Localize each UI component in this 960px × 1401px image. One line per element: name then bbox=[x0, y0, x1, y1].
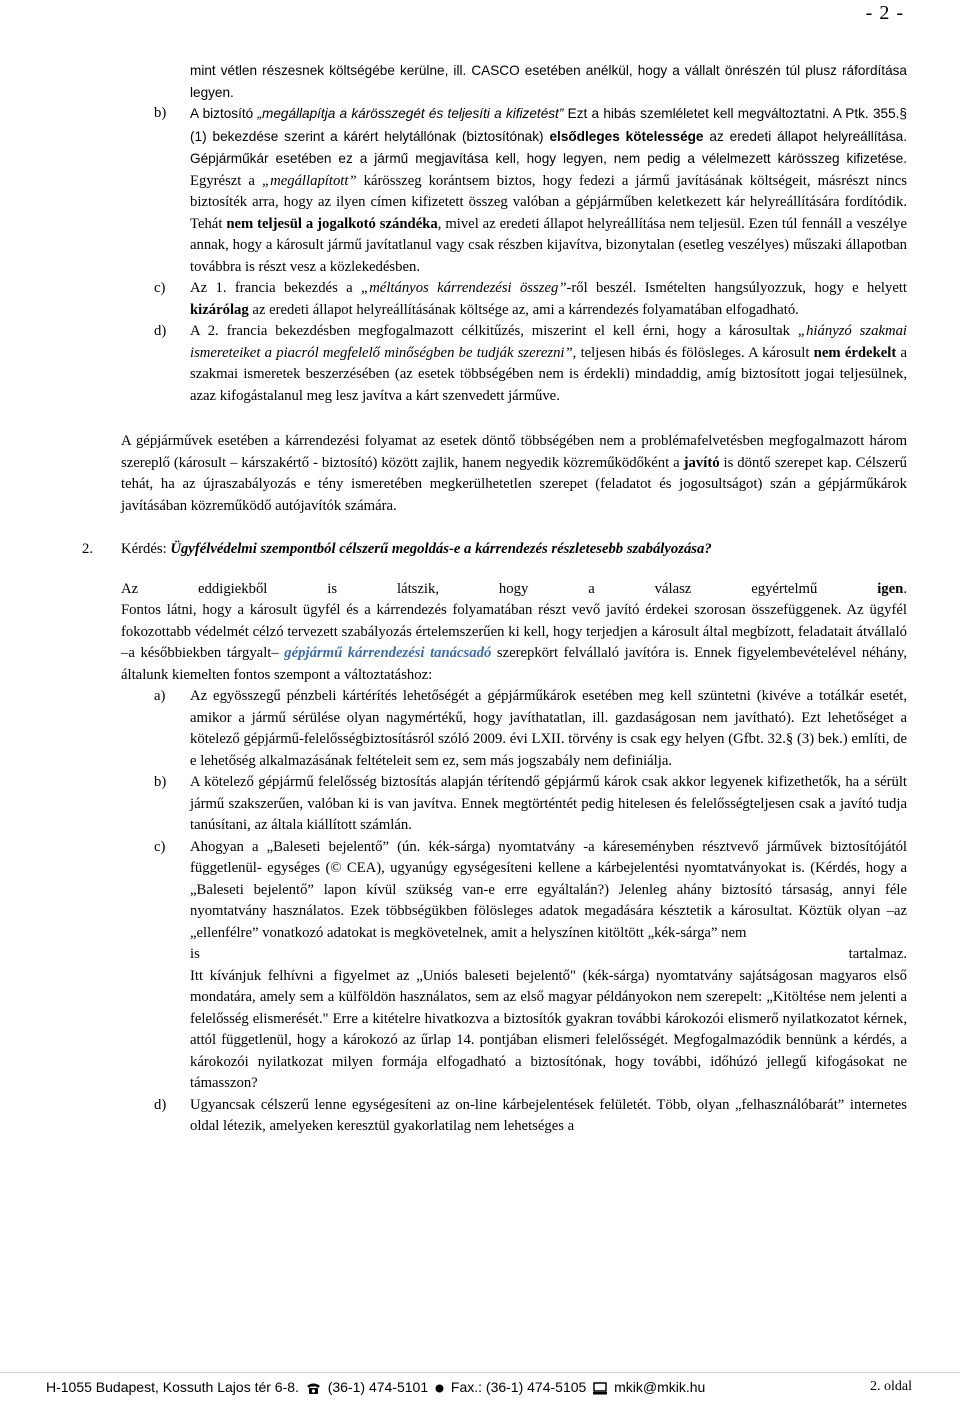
highlight-term: gépjármű kárrendezési tanácsadó bbox=[284, 645, 492, 661]
list-item-b bbox=[121, 103, 907, 278]
list-item-text: Ugyancsak célszerű lenne egységesíteni az on-line kárbejelentések felületét. Több, olyan „felhasználóbarát” internetes oldal létezik, amelyeken keresztül gyakorlatilag nem lehetséges a bbox=[190, 1096, 907, 1134]
footer-phone: (36-1) 474-5101 bbox=[327, 1379, 429, 1395]
list-item-text: A kötelező gépjármű felelősség biztosítás alapján térítendő gépjármű károk csak akkor legyenek kifizethetők, ha a sérült jármű szakszerűen, valóban ki is van javítva. Ennek megtörténtét pedig hitelesen és felelősségteljesen csak a javító tudja tanúsítani, az általa kiállított számlán. bbox=[190, 774, 907, 833]
list-item-text: A biztosító „megállapítja a kárösszegét és teljesíti a kifizetést” Ezt a hibás szemléletet kell megváltoztatni. A Ptk. 355.§ (1) bekezdése szerint a kárért helytállónak (biztosítónak) elsődleges kötelessége az eredeti állapot helyreállítása. Gépjárműkár esetében ez a jármű megjavítása kell, hogy legyen, nem pedig a vélelmezett kárösszeg kifizetése. Egyrészt a „megállapított” kárösszeg korántsem biztos, hogy fedezi a jármű javításának költségeit, másrészt nincs biztosíték arra, hogy az ilyen címen kifizetett összeg valóban a gépjárműben keletkezett kár helyreállítására fordítódik. Tehát nem teljesül a jogalkotó szándéka, mivel az eredeti állapot helyreállítása nem teljesül. Ezen túl fennáll a veszélye annak, hogy a károsult jármű javítatlanul vagy csak részben kijavítva, bizonytalan (esetleg veszélyes) műszaki állapotban továbbra is részt vesz a közlekedésben. bbox=[190, 106, 907, 275]
continuation-paragraph: mint vétlen részesnek költségébe kerülne, ill. CASCO esetében anélkül, hogy a vállalt önrészén túl plusz ráfordítása legyen. bbox=[190, 63, 907, 100]
computer-icon bbox=[593, 1382, 607, 1395]
list-item-text: Az 1. francia bekezdés a „méltányos kárrendezési összeg”-ről beszél. Ismételten hangsúlyozzuk, hogy e helyett kizárólag az eredeti állapot helyreállításának költsége az, ami a kárrendezés folyamatában elfogadható. bbox=[190, 280, 908, 318]
question-number: 2. bbox=[82, 541, 94, 557]
list-item-c bbox=[121, 278, 907, 321]
list-marker: d) bbox=[154, 1096, 167, 1113]
list-item-text: Az egyösszegű pénzbeli kártérítés lehetőségét a gépjárműkárok esetében meg kell szüntetni (kivéve a totálkár esetét, amikor a jármű sérülése olyan nagymértékű, hogy javíthatatlan, ill. gazdaságosan nem javítható). Ezt lehetőséget a kötelező gépjármű-felelősségbiztosításról szóló 2009. évi LXII. törvény is csak egy helyen (Gfbt. 32.§ (3) bek.) említi, de e lehetőség alkalmazásának feltételeit sem ez, sem más jogszabály nem definiálja. bbox=[190, 688, 907, 769]
phone-icon bbox=[306, 1382, 321, 1395]
list-marker: a) bbox=[154, 688, 166, 704]
list-marker: b) bbox=[154, 105, 167, 121]
list-item-d bbox=[121, 321, 907, 407]
answer-item-a bbox=[121, 686, 907, 772]
answer-item-c bbox=[121, 837, 907, 1095]
list-marker: d) bbox=[154, 323, 167, 339]
answer-item-b bbox=[121, 772, 907, 837]
list-marker: c) bbox=[154, 838, 166, 855]
page-footer bbox=[0, 1372, 960, 1401]
page-number: - 2 - bbox=[865, 2, 904, 24]
footer-email[interactable]: mkik@mkik.hu bbox=[614, 1379, 706, 1395]
answer-paragraph: Az eddigiekből is látszik, hogy a válasz egyértelmű igen. Fontos látni, hogy a károsult ügyfél és a kárrendezés folyamatában részt vevő javító érdekei szorosan összefüggenek. Az ügyfél fokozottabb védelmét célzó tervezett szabályozás értelemszerűen ki kell, hogy terjedjen a károsult által megbízott, feladatait átvállaló –a későbbiekben tárgyalt– gépjármű kárrendezési tanácsadó szerepkört felvállaló javítóra is. Ennek figyelembevételével néhány, általunk kiemelten fontos szempont a változtatáshoz: bbox=[121, 580, 908, 683]
footer-page-label: 2. oldal bbox=[870, 1379, 912, 1394]
answer-item-d bbox=[121, 1095, 907, 1138]
document-body bbox=[82, 60, 908, 1138]
list-item-text: Ahogyan a „Baleseti bejelentő” (ún. kék-sárga) nyomtatvány -a káreseményben résztvevő járművek biztosítójától függetlenül- egységes (© CEA), ugyanúgy egységesíteni kellene a kárbejelentési nyomtatványokat is. (Kérdés, hogy a „Baleseti bejelentő” lapon kívül szükség van-e erre egyáltalán?) Jelenleg ahány biztosító társaság, annyi féle nyomtatvány használatos. Ezek többségükben fölösleges adatok megadására késztetik a károsultat. Köztük olyan –az „ellenfélre” vonatkozó adatokat is megkövetelnek, amit a helyszínen kitöltött „kék-sárga” nem is tartalmaz. Itt kívánjuk felhívni a figyelmet az „Uniós baleseti bejelentő" (kék-sárga) nyomtatvány sajátságosan magyaros első mondatára, amely sem a külföldön használatos, sem az első magyar példányokon nem szerepelt: „Kitöltése nem jelenti a felelősség elismerését." Erre a kitételre hivatkozva a biztosítók gyakran további károkozói elismerő nyilatkozatot kérnek, attól függetlenül, hogy a károkozó az űrlap 14. pontjában elismeri felelősségét. Megfogalmazódik bennünk a kérdés, a károkozói nyilatkozat milyen formája elfogadható a biztosítónak, hogy további, időhúzó jellegű kifogásokat ne támasszon? bbox=[190, 838, 907, 1091]
list-marker: b) bbox=[154, 774, 167, 790]
footer-contact bbox=[46, 1373, 705, 1401]
list-marker: c) bbox=[154, 280, 166, 296]
footer-fax: Fax.: (36-1) 474-5105 bbox=[450, 1379, 587, 1395]
main-paragraph: A gépjárművek esetében a kárrendezési folyamat az esetek döntő többségében nem a problémafelvetésben megfogalmazott három szereplő (károsult – kárszakértő - biztosító) között zajlik, hanem negyedik közreműködőként a javító is döntő szerepet kap. Célszerű tehát, ha az újraszabályozás e tény ismeretében megkerülhetetlen szerepet (feladatot és jogosultságot) szán a gépjárműkárok javításában közreműködő autójavítók számára. bbox=[121, 433, 907, 514]
list-item-text: A 2. francia bekezdésben megfogalmazott célkitűzés, miszerint el kell érni, hogy a károsultak „hiányzó szakmai ismereteiket a piacról megfelelő minőségben be tudják szerezni”, teljesen hibás és fölösleges. A károsult nem érdekelt a szakmai ismeretek beszerzésében (az esetek többségében nem is érdekli) mindaddig, amíg biztosított jogai teljesülnek, azaz kifogástalanul meg lesz javítva a kárt szenvedett járműve. bbox=[190, 323, 908, 404]
question-text: Ügyfélvédelmi szempontból célszerű megoldás-e a kárrendezés részletesebb szabályozása? bbox=[170, 541, 712, 557]
question-heading bbox=[82, 539, 907, 561]
bullet-icon bbox=[435, 1384, 444, 1393]
question-label: Kérdés: bbox=[121, 541, 171, 557]
footer-address: H-1055 Budapest, Kossuth Lajos tér 6-8. bbox=[46, 1379, 299, 1395]
